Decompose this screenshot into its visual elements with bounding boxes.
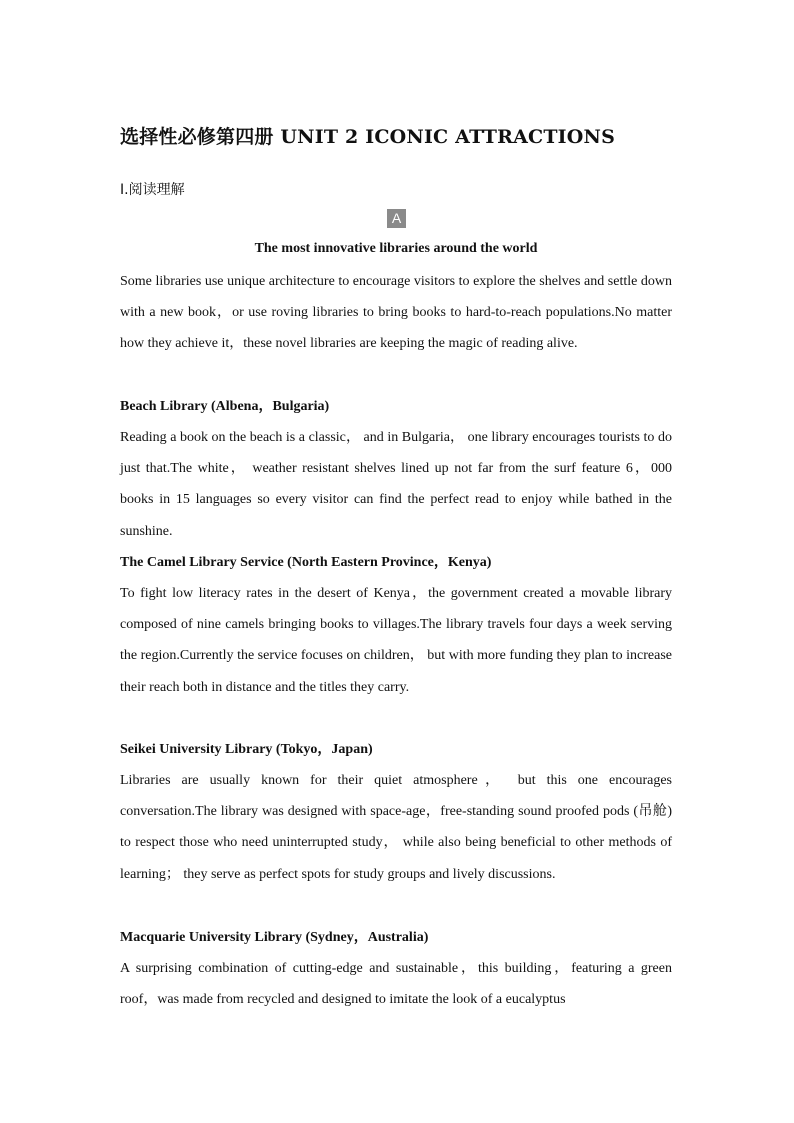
passage-label-badge: A	[387, 209, 406, 228]
document-title: 选择性必修第四册 UNIT 2 ICONIC ATTRACTIONS	[120, 126, 616, 148]
paragraph-seikei-library: Libraries are usually known for their quiet atmosphere， but this one encourages conversation.The library was designed with space-age，free-standing sound proofed pods (吊舱) to respect those who need uninterrupted study， while also being beneficial to other methods of learning； they serve as perfect spots for study groups and lively discussions.	[120, 773, 672, 882]
section-heading-camel-library: The Camel Library Service (North Eastern Province，Kenya)	[120, 555, 492, 570]
section-heading-seikei-library: Seikei University Library (Tokyo，Japan)	[120, 742, 373, 757]
paragraph-macquarie-library: A surprising combination of cutting-edge and sustainable，this building，featuring a green roof，was made from recycled and designed to imitate the look of a eucalyptus	[120, 961, 672, 1008]
section-heading-macquarie-library: Macquarie University Library (Sydney，Australia)	[120, 930, 429, 945]
paragraph-camel-library: To fight low literacy rates in the desert of Kenya，the government created a movable library composed of nine camels bringing books to villages.The library travels four days a week serving the region.Currently the service focuses on children， but with more funding they plan to increase their reach both in distance and the titles they carry.	[120, 586, 672, 695]
section-heading-reading-comprehension: Ⅰ.阅读理解	[120, 182, 185, 198]
section-heading-beach-library: Beach Library (Albena，Bulgaria)	[120, 399, 330, 414]
intro-paragraph: Some libraries use unique architecture to encourage visitors to explore the shelves and settle down with a new book，or use roving libraries to bring books to hard-to-reach populations.No matter how they achieve it，these novel libraries are keeping the magic of reading alive.	[120, 274, 672, 352]
paragraph-beach-library: Reading a book on the beach is a classic， and in Bulgaria， one library encourages tourists to do just that.The white， weather resistant shelves lined up not far from the surf feature 6，000 books in 15 languages so every visitor can find the perfect read to enjoy while bathed in the sunshine.	[120, 430, 672, 539]
article-title: The most innovative libraries around the world	[254, 241, 538, 256]
